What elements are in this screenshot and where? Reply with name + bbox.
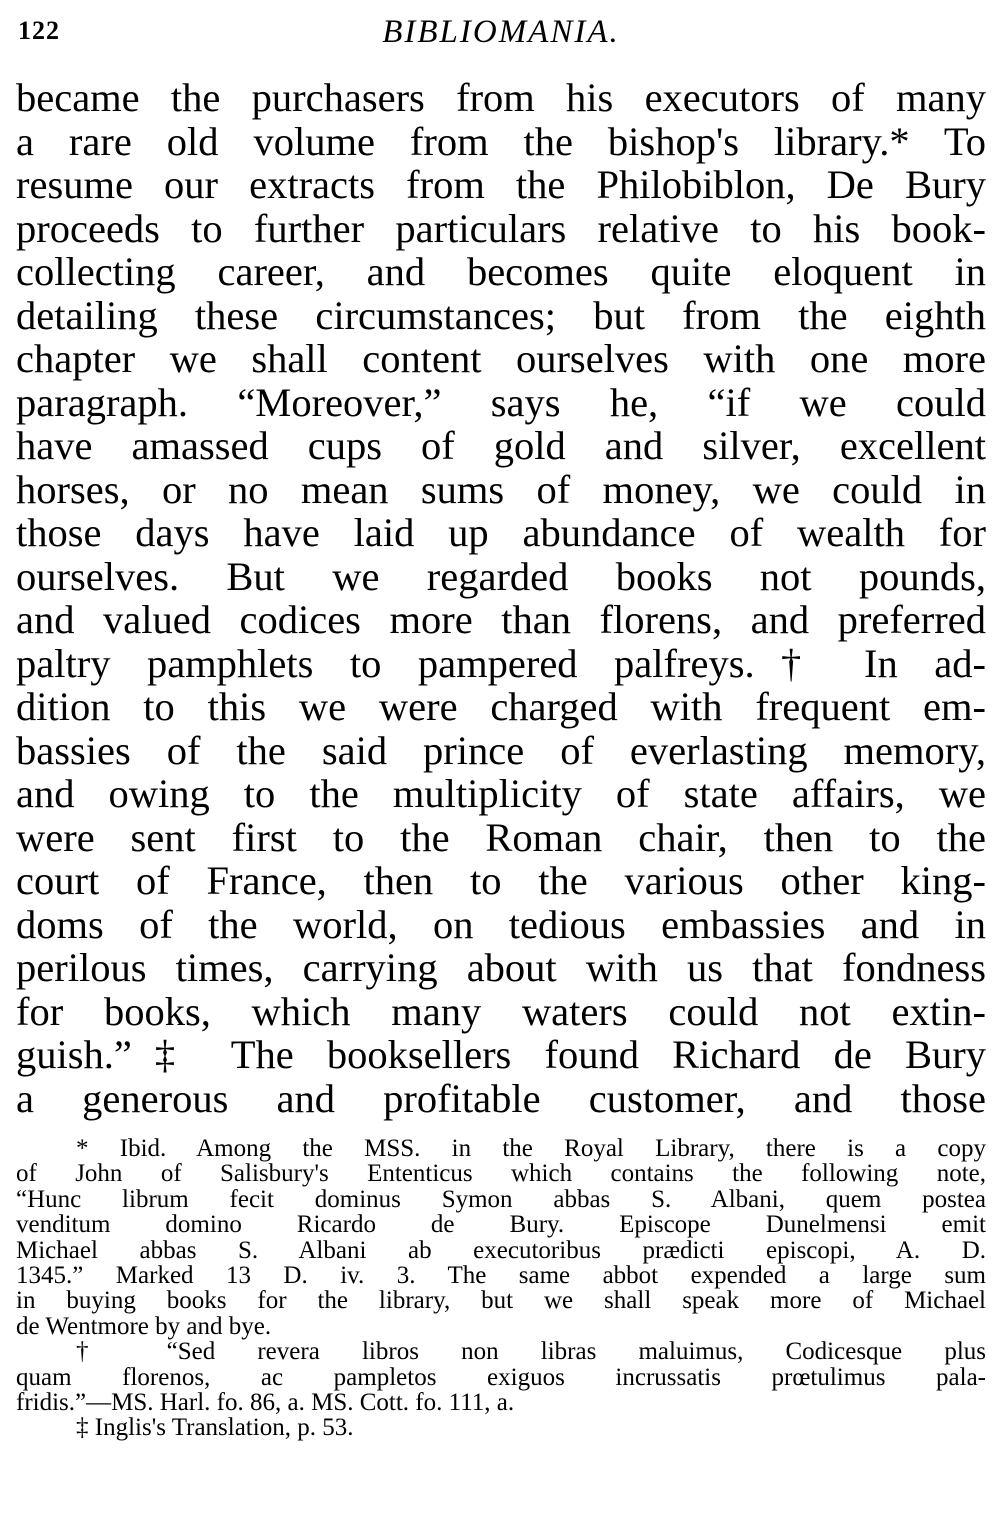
footnote-line: 1345.” Marked 13 D. iv. 3. The same abbot expended a large sum: [16, 1262, 986, 1290]
text-line: proceeds to further particulars relative to his book-: [16, 205, 986, 251]
text-line: court of France, then to the various other king-: [16, 858, 986, 903]
footnote-line: quam florenos, ac pampletos exiguos incrussatis prœtulimus pala-: [16, 1363, 986, 1391]
text-line: horses, or no mean sums of money, we could in: [16, 466, 986, 512]
footnote-line: de Wentmore by and bye.: [16, 1312, 272, 1340]
footnote-line: venditum domino Ricardo de Bury. Episcope Dunelmensi emit: [16, 1211, 986, 1239]
text-line: collecting career, and becomes quite eloquent in: [16, 249, 986, 294]
footnote-line: † “Sed revera libros non libras maluimus, Codicesque plus: [76, 1338, 986, 1366]
text-line: a rare old volume from the bishop's library.* To: [16, 118, 986, 164]
footnote-line: “Hunc librum fecit dominus Symon abbas S. Albani, quem postea: [16, 1185, 986, 1213]
text-line: for books, which many waters could not extin-: [16, 988, 986, 1034]
text-line: those days have laid up abundance of wealth for: [16, 510, 986, 555]
footnote-line: * Ibid. Among the MSS. in the Royal Library, there is a copy: [76, 1135, 986, 1162]
text-line: dition to this we were charged with frequent em-: [16, 684, 986, 729]
text-line: detailing these circumstances; but from the eighth: [16, 292, 986, 338]
text-line: a generous and profitable customer, and those: [16, 1075, 986, 1121]
text-line: paltry pamphlets to pampered palfreys.† In ad-: [16, 640, 986, 686]
footnote-line: of John of Salisbury's Ententicus which contains the following note,: [16, 1160, 986, 1188]
text-line: paragraph. “Moreover,” says he, “if we could: [16, 379, 986, 425]
footnote-line: in buying books for the library, but we shall speak more of Michael: [16, 1287, 986, 1315]
page-number: 122: [18, 16, 60, 45]
page-header: [16, 10, 986, 52]
text-line: perilous times, carrying about with us that fondness: [16, 945, 986, 990]
text-line: guish.”‡ The booksellers found Richard de Bury: [16, 1032, 986, 1077]
text-line: resume our extracts from the Philobiblon, De Bury: [16, 162, 986, 207]
text-line: ourselves. But we regarded books not pounds,: [16, 553, 986, 599]
text-line: chapter we shall content ourselves with one more: [16, 336, 986, 381]
running-title: BIBLIOMANIA.: [382, 14, 620, 50]
text-line: became the purchasers from his executors of many: [16, 75, 986, 120]
text-line: were sent first to the Roman chair, then to the: [16, 814, 986, 860]
footnote-line: ‡ Inglis's Translation, p. 53.: [76, 1414, 354, 1442]
main-text: [16, 76, 986, 1120]
text-line: and owing to the multiplicity of state affairs, we: [16, 771, 986, 816]
footnotes: [16, 1136, 986, 1441]
book-page: [16, 10, 986, 1441]
footnote-line: Michael abbas S. Albani ab executoribus prædicti episcopi, A. D.: [16, 1236, 986, 1264]
footnote-line: fridis.”—MS. Harl. fo. 86, a. MS. Cott. fo. 111, a.: [16, 1389, 515, 1417]
text-line: have amassed cups of gold and silver, excellent: [16, 423, 986, 468]
text-line: bassies of the said prince of everlasting memory,: [16, 727, 986, 773]
text-line: doms of the world, on tedious embassies and in: [16, 901, 986, 947]
text-line: and valued codices more than florens, and preferred: [16, 597, 986, 642]
